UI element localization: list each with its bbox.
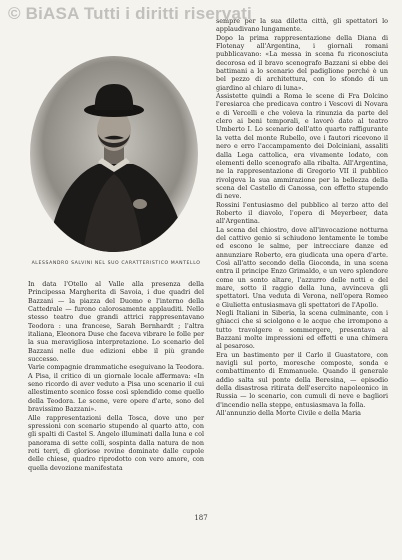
paragraph: Dopo la prima rappresentazione della Diana di Flotenay all'Argentina, i giornali romani pubblicavano: «La messa in scena fu riconosciuta decorosa ed il bravo scenografo Bazzani si ebbe dei battimani a lo scenario del padiglione perché è un bel pezzo di architettura, con lo sfondo di un giardino al chiaro di luna». (216, 33, 388, 92)
page-number: 187 (194, 514, 208, 522)
right-column (216, 17, 388, 418)
paragraph: Varie compagnie drammatiche eseguivano la Teodora. A Pisa, il critico di un giornale locale affermava: «In seno ricordo di aver veduto a Pisa uno scenario il cui allestimento scenico fosse così splendido come quello della Teodora. Le scene, vere opere d'arte, sono del bravissimo Bazzani». (28, 363, 204, 414)
paragraph: Rossini l'entusiasmo del pubblico al terzo atto del Roberto il diavolo, l'opera di Meyerbeer, data all'Argentina. (216, 200, 388, 226)
watermark-text: © BiASA Tutti i diritti riservati (8, 4, 252, 23)
paragraph: Negli Italiani in Siberia, la scena culminante, con i ghiacci che si sciolgono e le acque che irrompono a tutto travolgere e sommergere, presentava al Bazzani molte impressioni ed effetti e una chimera al pesaroso. (216, 309, 388, 351)
paragraph: Assistette quindi a Roma le scene di Fra Dolcino l'eresiarca che predicava contro i Vescovi di Novara e di Vercelli e che voleva la rinunzia da parte del clero ai beni temporali, e lavorò dato al teatro Umberto I. Lo scenario dell'atto quarto raffigurante la vetta del monte Rubello, ove i fautori ricevono il nero e erro l'accampamento dei Dolciniani, assaliti dalla Lega cattolica, era vivamente lodato, con elementi dello scenografo alla ribalta. All'Argentina, ne la rappresentazione di Gregorio VII il pubblico rivolgeva la sua ammirazione per la bellezza della scena del Castello di Canossa, con effetto stupendo di neve. (216, 92, 388, 201)
paragraph: La scena del chiostro, dove all'invocazione notturna del cattivo genio si schiudono lentamente le tombe ed escono le salme, per intrecciare danze ed annunziare Roberto, era giudicata una opera d'arte. Così all'atto secondo della Gioconda, in una scena entra il principe Enzo Grimaldo, e un vero splendore come un sonto altare, l'azzurro delle notti e del mare, sotto il raggio della luna, avvinceva gli spettatori. Una veduta di Verona, nell'opera Romeo e Giulietta entusiasmava gli spettatori de l'Apollo. (216, 225, 388, 309)
left-column (28, 280, 204, 472)
portrait-photo (28, 54, 200, 254)
paragraph: sempre per la sua diletta città, gli spettatori lo applaudivano lungamente. (216, 17, 388, 34)
paragraph: All'annunzio della Morte Civile e della Maria (216, 409, 361, 418)
paragraph: Era un bastimento per il Carlo il Guastatore, con navigli sul porto, moresche composte, sonda e combattimento di Emmanuele. Quando il generale addio salta sul ponte della Beresina, — episodio della disastrosa ritirata dell'esercito napoleonico in Russia — lo scenario, con cumuli di neve e bagliori d'incendio nella steppe, entusiasmava la folla. (216, 350, 388, 409)
paragraph: Alle rappresentazioni della Tosca, dove uno per spressioni con scenario stupendo al quarto atto, con gli spalti di Castel S. Angelo illuminati dalla luna e col panorama di sette colli, sospinta dalla natura de non reti terri, di gloriose rovine dominate dalle cupole delle chiese, quadro riprodotto con vero amore, con quella devozione manifestata (28, 413, 204, 472)
photo-caption: ALESSANDRO SALVINI NEL SUO CARATTERISTICO MANTELLO (31, 261, 201, 266)
paragraph: In data l'Otello al Valle alla presenza della Principessa Margherita di Savoia, i due quadri del Bazzani — la piazza del Duomo e l'interno della Cattedrale — furono calorosamente applauditi. Nello stesso teatro due grandi attrici rappresentavano Teodora : una francese, Sarah Bernhardt ; l'altra italiana, Eleonora Duse che faceva vibrare le folle per la sua meravigliosa interpretazione. Lo scenario del Bazzani nelle due edizioni ebbe il più grande successo. (28, 280, 204, 364)
